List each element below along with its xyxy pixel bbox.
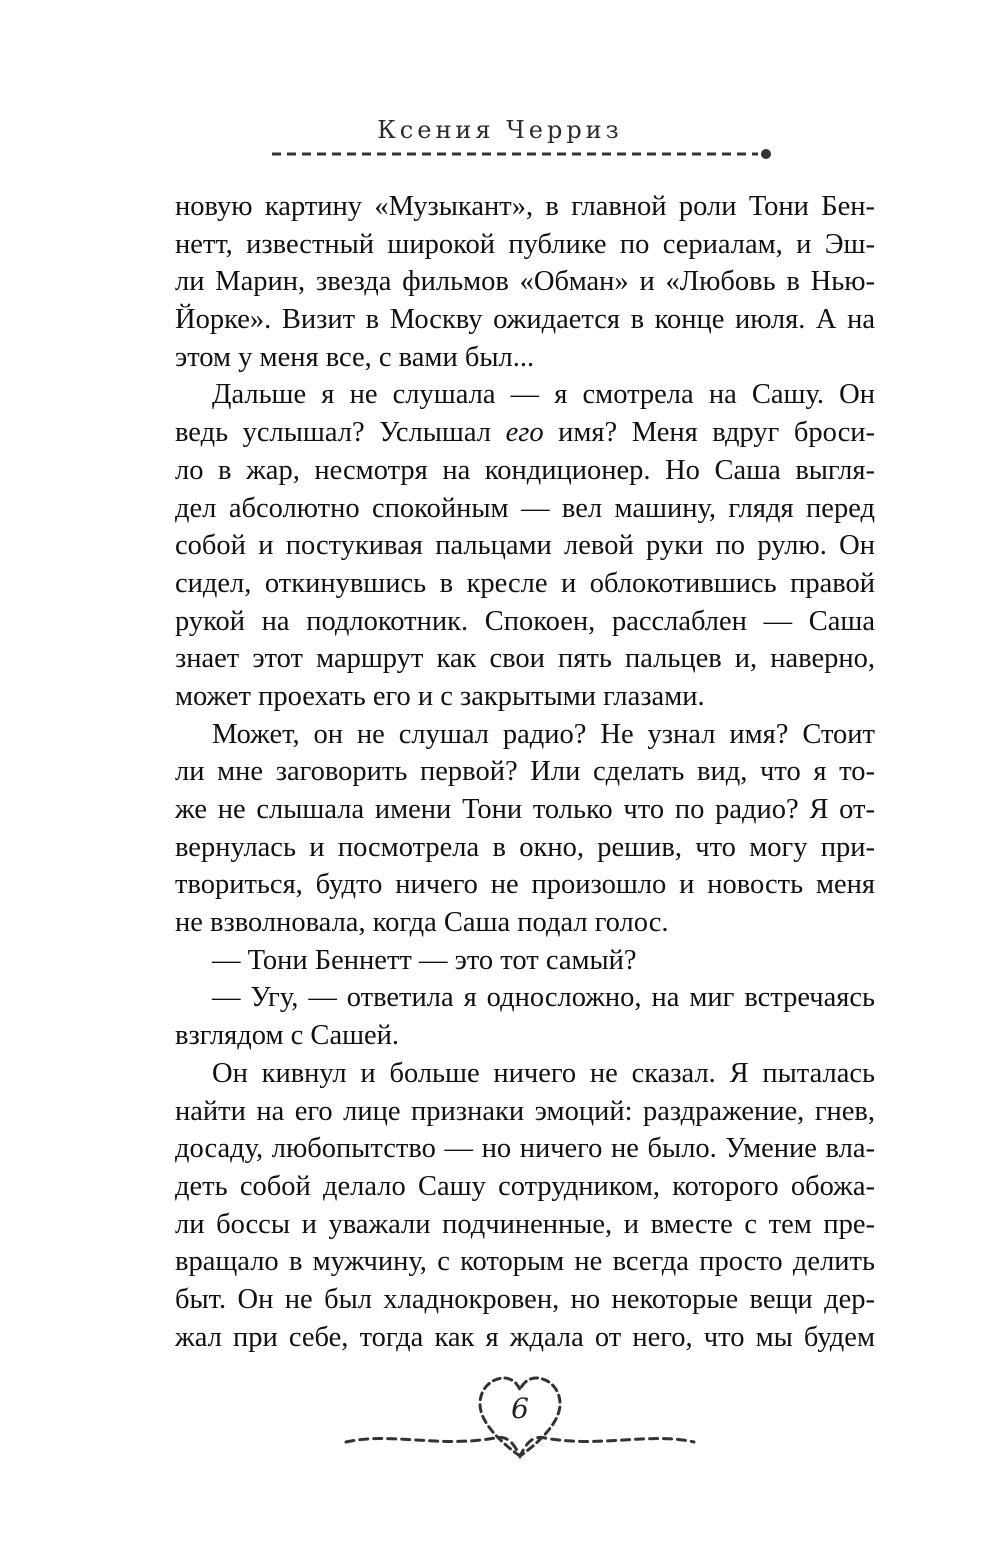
text-line: Может, он не слушал радио? Не узнал имя? Стоит [212,718,875,750]
page-number: 6 [511,1392,529,1425]
text-line: дел абсолютно спокойным — вел машину, глядя перед [175,492,875,524]
text-line: новую картину «Музыкант», в главной роли Тони Бен- [175,191,875,222]
running-head-author: Ксения Черриз [377,116,623,144]
header-dashed-rule [270,146,790,164]
text-line [175,414,875,452]
text-line: этом у меня все, с вами был... [175,341,535,373]
italic-word: его [505,417,544,449]
text-span: имя? Меня вдруг броси- [543,417,875,449]
text-line: вернулась и посмотрела в окно, решив, что могу при- [175,831,875,863]
text-line: Дальше я не слушала — я смотрела на Сашу. Он [212,379,875,411]
text-span: ведь услышал? Услышал [175,417,506,449]
text-line: ли мне заговорить первой? Или сделать вид, что я то- [175,756,875,788]
text-line: Он кивнул и больше ничего не сказал. Я пыталась [212,1057,875,1089]
text-line: деть собой делало Сашу сотрудником, которого обожа- [175,1170,875,1202]
text-line: взглядом с Сашей. [175,1020,400,1052]
text-line: досаду, любопытство — но ничего не было. Умение вла- [175,1133,875,1165]
text-line: найти на его лице признаки эмоций: раздражение, гнев, [175,1095,875,1127]
text-line: ли боссы и уважали подчиненные, и вместе с тем пре- [175,1208,875,1240]
text-line: собой и постукивая пальцами левой руки по рулю. Он [175,530,875,562]
dialogue-line: — Тони Беннетт — это тот самый? [212,944,637,976]
dialogue-line: — Угу, — ответила я односложно, на миг встречаясь [212,982,875,1014]
text-line: не взволновала, когда Саша подал голос. [175,907,669,939]
text-line: знает этот маршрут как свои пять пальцев и, наверно, [175,643,875,675]
text-line: же не слышала имени Тони только что по радио? Я от- [175,794,875,825]
text-line: нетт, известный широкой публике по сериалам, и Эш- [175,228,875,260]
text-line: ло в жар, несмотря на кондиционер. Но Саша выгля- [175,454,875,486]
text-line: быт. Он не был хладнокровен, но некоторые вещи дер- [175,1283,875,1315]
text-line: вращало в мужчину, с которым не всегда просто делить [175,1246,875,1278]
text-line: может проехать его и с закрытыми глазами. [175,680,705,712]
text-line: сидел, откинувшись в кресле и облокотившись правой [175,567,875,599]
text-line: жал при себе, тогда как я ждала от него, что мы будем [175,1321,875,1353]
text-line: твориться, будто ничего не произошло и новость меня [175,869,875,901]
body-text [175,188,875,1356]
text-line: Йорке». Визит в Москву ожидается в конце июля. А на [175,304,875,336]
text-line: ли Марин, звезда фильмов «Обман» и «Любовь в Нью- [175,266,875,298]
text-line: рукой на подлокотник. Спокоен, расслаблен — Саша [175,605,875,637]
